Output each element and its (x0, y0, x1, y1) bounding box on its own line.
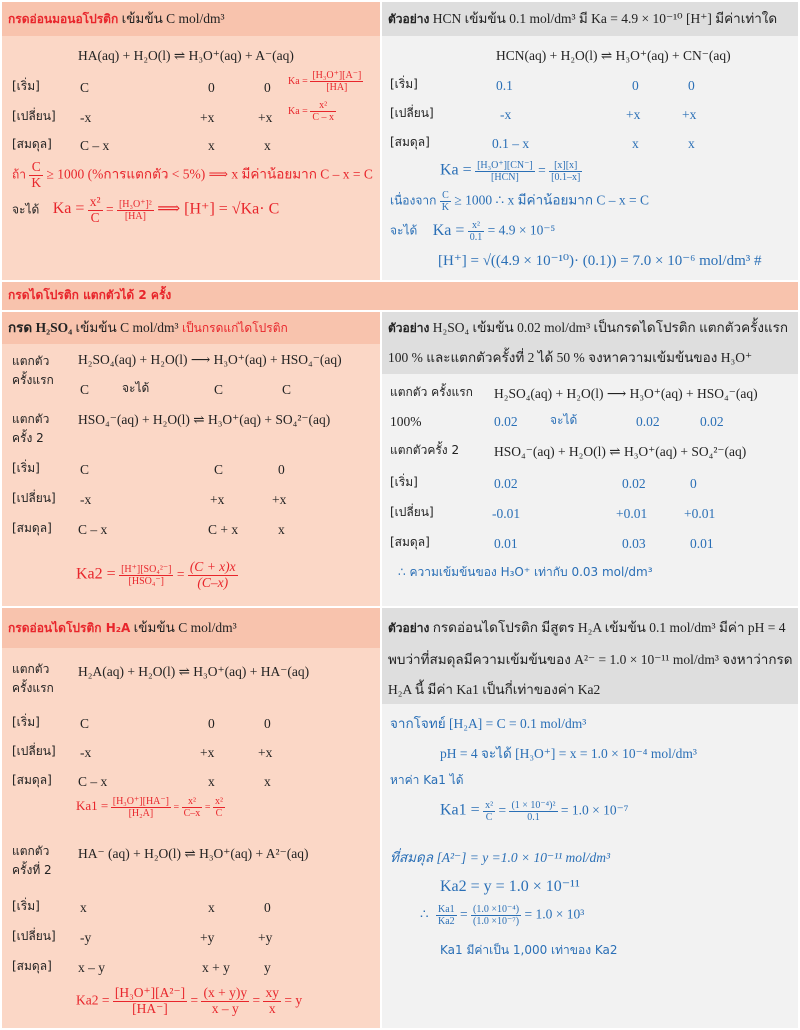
sec2-change-so4: +x (272, 492, 287, 507)
sec1-ex-eq-hcn: 0.1 – x (492, 136, 530, 151)
sec3-left-title: กรดอ่อนไดโปรติก H₂A เข้มข้น C mol/dm³ (8, 620, 237, 635)
sec2-start-h3o: C (214, 462, 224, 477)
sec2-first-row-hso4: C (282, 382, 292, 397)
sec2-ex-label-change: [เปลี่ยน] (390, 505, 434, 519)
sec2-first-reaction: H₂SO₄(aq) + H₂O(l) ⟶ H₃O⁺(aq) + HSO₄⁻(aq) (78, 352, 342, 367)
sec1-change-c: -x (80, 110, 92, 125)
sec1-ka-expression: Ka = $\frac{\text{[H₃O⁺][A⁻]}}{[HA]}$ (288, 70, 362, 93)
sec1-eq-h3o: x (208, 138, 215, 153)
sec1-label-start: [เริ่ม] (12, 79, 40, 93)
sec1-ex-label-change: [เปลี่ยน] (390, 106, 434, 120)
sec3-r1-eq-h2a: C – x (78, 774, 108, 789)
sec3-r1-change-h3o: +x (200, 745, 215, 760)
sec3-r1-start-h2a: C (80, 716, 90, 731)
sec1-ka-x-expression: Ka = $\frac{\text{x²}}{C - x}$ (288, 100, 334, 123)
sec3-r2-change-a: +y (258, 930, 273, 945)
sec2-start-so4: 0 (278, 462, 285, 477)
sec3-ka2: Ka2 = $\frac{\text{[H₃O⁺][A²⁻]}}{[HA^-]}$ = $\frac{(x + y)y}{x - y}$ = $\frac{xy}{x}$ = y (76, 985, 303, 1016)
sec1-start-h3o: 0 (208, 80, 215, 95)
sec2-ka2: Ka2 = $\frac{\text{[H⁺][SO₄²⁻]}}{\text{[HSO₄⁻]}}$ = $\frac{(C + x)x}{(C-x)}$ (76, 559, 236, 590)
sec2-ex-first-acid: 0.02 (494, 414, 518, 429)
sec2-change-h3o: +x (210, 492, 225, 507)
sec2-first-row-h3o: C (214, 382, 224, 397)
sec2-ex-first-h3o: 0.02 (636, 414, 660, 429)
sec1-ex-change-cn: +x (682, 107, 697, 122)
sec3-right-title: ตัวอย่าง กรดอ่อนไดโปรติก มีสูตร H₂A เข้มข้น 0.1 mol/dm³ มีค่า pH = 4 (388, 620, 786, 635)
sec1-start-c: C (80, 80, 90, 95)
sec3-r1-start-h3o: 0 (208, 716, 215, 731)
sec1-condition: ถ้า $\frac{C}{K}$ ≥ 1000 (%การแตกตัว < 5%) ⟹ x มีค่าน้อยมาก C – x = C (12, 159, 373, 190)
sec2-ex-change-h3o: +0.01 (616, 506, 648, 521)
sec2-ex-conclusion: ∴ ความเข้มข้นของ H₃O⁺ เท่ากับ 0.03 mol/dm³ (398, 565, 653, 579)
sec1-ex-final: [H⁺] = √((4.9 × 10⁻¹⁰)· (0.1)) = 7.0 × 10⁻⁶ mol/dm³ # (438, 253, 762, 269)
sec3-r1-change-ha: +x (258, 745, 273, 760)
sec2-ex-start-h3o: 0.02 (622, 476, 646, 491)
sec2-second-label: แตกตัว ครั้ง 2 (12, 412, 50, 446)
sec3-first-reaction: H₂A(aq) + H₂O(l) ⇌ H₃O⁺(aq) + HA⁻(aq) (78, 664, 310, 679)
sec3-right-title-line3: H₂A นี้ มีค่า Ka1 เป็นกี่เท่าของค่า Ka2 (388, 682, 601, 697)
sec3-r2-eq-ha: x – y (78, 960, 105, 975)
sec1-label-change: [เปลี่ยน] (12, 109, 56, 123)
sec1-left-title: กรดอ่อนมอนอโปรติก เข้มข้น C mol/dm³ (8, 11, 225, 26)
sec3-ex-ratio: ∴ $\frac{Ka1}{Ka2}$ = $\frac{\text{(1.0 ×10⁻⁴)}}{\text{(1.0 ×10⁻⁷)}}$ = 1.0 × 10³ (420, 904, 585, 927)
sec3-ka1: Ka1 = $\frac{\text{[H₃O⁺][HA⁻]}}{\text{[H₂A]}}$ = $\frac{\text{x²}}{C-x}$ = $\frac{\text{x²}}{C}$ (76, 796, 223, 819)
sec1-ex-since: เนื่องจาก $\frac{C}{K}$ ≥ 1000 ∴ x มีค่าน้อยมาก C – x = C (390, 190, 650, 213)
sec2-ex-first-label: แตกตัว ครั้งแรก (390, 385, 473, 399)
sec3-label-eq-2: [สมดุล] (12, 959, 52, 973)
sec3-ex-ka2: Ka2 = y = 1.0 × 10⁻¹¹ (440, 878, 580, 895)
sec1-change-h3o: +x (200, 110, 215, 125)
sec2-first-row-acid: C (80, 382, 90, 397)
sec1-eq-c: C – x (80, 138, 110, 153)
sec3-right-title-line2: พบว่าที่สมดุลมีความเข้มข้นของ A²⁻ = 1.0 × 10⁻¹¹ mol/dm³ จงหาว่ากรด (388, 652, 793, 667)
sec3-second-label: แตกตัว ครั้งที่ 2 (12, 844, 52, 878)
sec1-ex-change-h3o: +x (626, 107, 641, 122)
sec2-ex-first-get: จะได้ (550, 413, 578, 427)
sec1-ex-start-cn: 0 (688, 78, 695, 93)
sec3-ex-at-eq: ที่สมดุล [A²⁻] = y =1.0 × 10⁻¹¹ mol/dm³ (390, 850, 611, 865)
sec1-ex-start-h3o: 0 (632, 78, 639, 93)
sec1-ex-eq-h3o: x (632, 136, 639, 151)
sec3-ex-find: หาค่า Ka1 ได้ (390, 773, 464, 787)
sec3-label-start-2: [เริ่ม] (12, 899, 40, 913)
sec3-ex-from: จากโจทย์ [H₂A] = C = 0.1 mol/dm³ (390, 716, 587, 731)
sec1-change-a: +x (258, 110, 273, 125)
sec1-ex-ka: Ka = $\frac{\text{[H₃O⁺][CN⁻]}}{\text{[HCN]}}$ = $\frac{[x][x]}{[0.1-x]}$ (440, 160, 581, 183)
sec1-reaction: HA(aq) + H₂O(l) ⇌ H₃O⁺(aq) + A⁻(aq) (78, 48, 294, 63)
sec3-first-label: แตกตัว ครั้งแรก (12, 662, 54, 696)
sec2-change-hso4: -x (80, 492, 92, 507)
sec3-r1-eq-h3o: x (208, 774, 215, 789)
sec2-first-row-get: จะได้ (122, 381, 150, 395)
sec3-label-start-1: [เริ่ม] (12, 715, 40, 729)
sec3-r2-start-ha: x (80, 900, 87, 915)
sec2-ex-start-hso4: 0.02 (494, 476, 518, 491)
sec2-label-eq: [สมดุล] (12, 521, 52, 535)
sec3-r2-eq-h3o: x + y (202, 960, 230, 975)
sec2-right-title-line2: 100 % และแตกตัวครั้งที่ 2 ได้ 50 % จงหาความเข้มข้นของ H₃O⁺ (388, 350, 753, 365)
sec2-ex-first-reaction: H₂SO₄(aq) + H₂O(l) ⟶ H₃O⁺(aq) + HSO₄⁻(aq) (494, 386, 758, 401)
sec3-ex-ka1: Ka1 = $\frac{\text{x²}}{C}$ = $\frac{\text{(1 × 10⁻⁴)²}}{0.1}$ = 1.0 × 10⁻⁷ (440, 800, 629, 823)
sec3-label-change-2: [เปลี่ยน] (12, 929, 56, 943)
sec1-ex-label-start: [เริ่ม] (390, 77, 418, 91)
sec2-ex-label-start: [เริ่ม] (390, 475, 418, 489)
sec2-ex-change-hso4: -0.01 (492, 506, 521, 521)
sec2-ex-eq-so4: 0.01 (690, 536, 714, 551)
sec2-left-title: กรด H₂SO₄ เข้มข้น C mol/dm³ เป็นกรดแก่ไดโปรติก (8, 320, 288, 335)
sec3-r1-eq-ha: x (264, 774, 271, 789)
sec3-r2-change-h3o: +y (200, 930, 215, 945)
sec3-r1-start-ha: 0 (264, 716, 271, 731)
sec2-second-reaction: HSO₄⁻(aq) + H₂O(l) ⇌ H₃O⁺(aq) + SO₄²⁻(aq) (78, 412, 331, 427)
sec2-ex-second-reaction: HSO₄⁻(aq) + H₂O(l) ⇌ H₃O⁺(aq) + SO₄²⁻(aq) (494, 444, 747, 459)
sec1-ex-change-hcn: -x (500, 107, 512, 122)
sec2-first-label: แตกตัว ครั้งแรก (12, 354, 54, 388)
sec1-start-a: 0 (264, 80, 271, 95)
sec2-eq-hso4: C – x (78, 522, 108, 537)
sec1-ex-start-hcn: 0.1 (496, 78, 513, 93)
sec1-right-title: ตัวอย่าง HCN เข้มข้น 0.1 mol/dm³ มี Ka = 4.9 × 10⁻¹⁰ [H⁺] มีค่าเท่าใด (388, 11, 778, 26)
diprotic-banner-text: กรดไดโปรติก แตกตัวได้ 2 ครั้ง (8, 288, 172, 302)
sec2-start-hso4: C (80, 462, 90, 477)
sec3-r1-change-h2a: -x (80, 745, 92, 760)
sec3-second-reaction: HA⁻ (aq) + H₂O(l) ⇌ H₃O⁺(aq) + A²⁻(aq) (78, 846, 309, 861)
sec1-ex-reaction: HCN(aq) + H₂O(l) ⇌ H₃O⁺(aq) + CN⁻(aq) (496, 48, 731, 63)
sec2-label-start: [เริ่ม] (12, 461, 40, 475)
sec2-right-title: ตัวอย่าง H₂SO₄ เข้มข้น 0.02 mol/dm³ เป็นกรดไดโปรติก แตกตัวครั้งแรก (388, 320, 789, 335)
sec2-eq-so4: x (278, 522, 285, 537)
sec2-eq-h3o: C + x (208, 522, 239, 537)
sec2-ex-first-label2: 100% (390, 414, 422, 429)
sec2-ex-change-so4: +0.01 (684, 506, 716, 521)
sec3-r2-start-a: 0 (264, 900, 271, 915)
sec2-ex-first-hso4: 0.02 (700, 414, 724, 429)
sec2-label-change: [เปลี่ยน] (12, 491, 56, 505)
sec1-ex-label-eq: [สมดุล] (390, 135, 430, 149)
sec2-ex-start-so4: 0 (690, 476, 697, 491)
sec3-ex-ph: pH = 4 จะได้ [H₃O⁺] = x = 1.0 × 10⁻⁴ mol/dm³ (440, 746, 697, 761)
sec1-ex-get: จะได้ Ka = $\frac{\text{x²}}{0.1}$ = 4.9 × 10⁻⁵ (390, 220, 556, 243)
sec2-ex-second-label: แตกตัวครั้ง 2 (390, 443, 460, 457)
sec3-ex-conclusion: Ka1 มีค่าเป็น 1,000 เท่าของ Ka2 (440, 943, 618, 957)
sec3-r2-change-ha: -y (80, 930, 92, 945)
sec2-ex-eq-hso4: 0.01 (494, 536, 518, 551)
sec3-label-eq-1: [สมดุล] (12, 773, 52, 787)
sec3-label-change-1: [เปลี่ยน] (12, 744, 56, 758)
sec3-r2-eq-a: y (264, 960, 271, 975)
sec1-ex-eq-cn: x (688, 136, 695, 151)
sec1-label-eq: [สมดุล] (12, 137, 52, 151)
sec2-ex-eq-h3o: 0.03 (622, 536, 646, 551)
sec1-left-panel (2, 2, 380, 280)
sec1-eq-a: x (264, 138, 271, 153)
sec2-ex-label-eq: [สมดุล] (390, 535, 430, 549)
sec1-result: จะได้ Ka = $\frac{\text{x²}}{C}$ = $\frac{\text{[H₃O⁺]²}}{[HA]}$ ⟹ [H⁺] = √Ka· C (12, 194, 280, 225)
sec3-r2-start-h3o: x (208, 900, 215, 915)
